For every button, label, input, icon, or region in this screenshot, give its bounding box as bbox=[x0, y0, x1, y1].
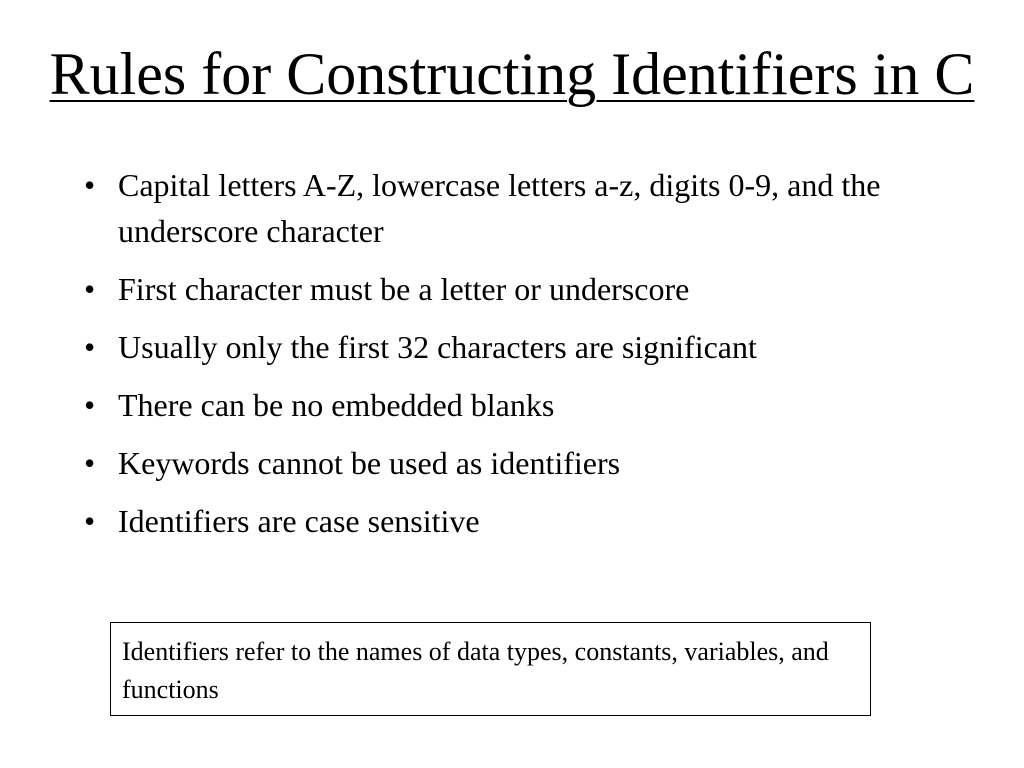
bullet-icon: • bbox=[84, 167, 96, 203]
bullet-text: There can be no embedded blanks bbox=[118, 387, 555, 423]
bullet-item bbox=[84, 162, 924, 254]
bullet-icon: • bbox=[84, 503, 96, 539]
bullet-text: Identifiers are case sensitive bbox=[118, 503, 480, 539]
bullet-text: Usually only the first 32 characters are significant bbox=[118, 329, 757, 365]
definition-note-box bbox=[110, 622, 871, 716]
bullet-item bbox=[84, 440, 924, 486]
bullet-text: Capital letters A-Z, lowercase letters a-z, digits 0-9, and the underscore character bbox=[118, 167, 881, 249]
bullet-item bbox=[84, 382, 924, 428]
bullet-text: First character must be a letter or underscore bbox=[118, 271, 690, 307]
bullet-icon: • bbox=[84, 271, 96, 307]
bullet-item bbox=[84, 324, 924, 370]
definition-note-text: Identifiers refer to the names of data types, constants, variables, and functions bbox=[122, 637, 829, 704]
bullet-list bbox=[84, 162, 924, 556]
bullet-item bbox=[84, 498, 924, 544]
bullet-text: Keywords cannot be used as identifiers bbox=[118, 445, 621, 481]
slide-title: Rules for Constructing Identifiers in C bbox=[49, 41, 975, 107]
bullet-item bbox=[84, 266, 924, 312]
bullet-icon: • bbox=[84, 445, 96, 481]
bullet-icon: • bbox=[84, 329, 96, 365]
bullet-icon: • bbox=[84, 387, 96, 423]
